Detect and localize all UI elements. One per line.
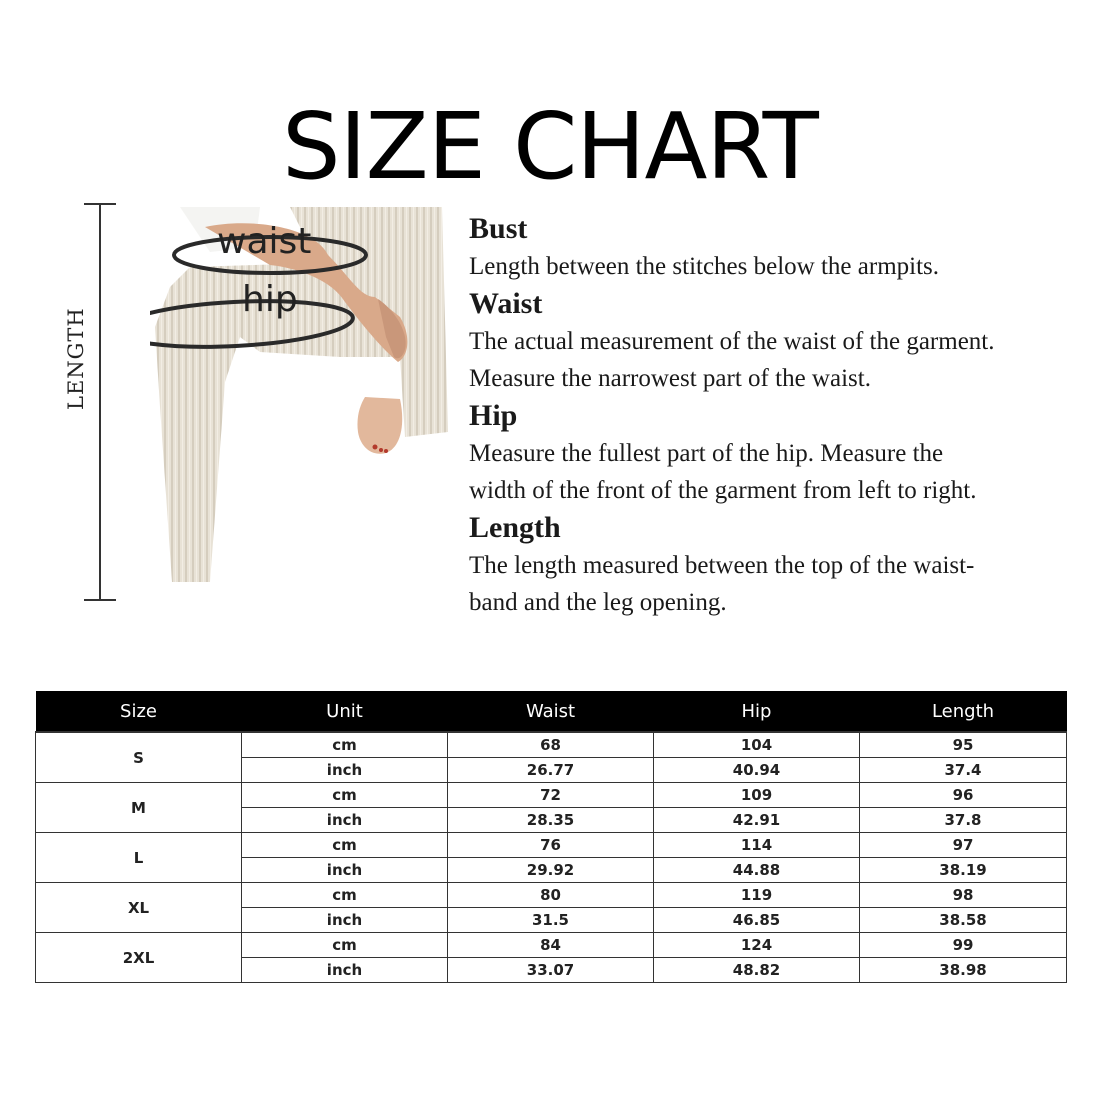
waist-cell: 68	[448, 732, 654, 758]
length-cell: 96	[860, 783, 1067, 808]
table-row	[36, 883, 1067, 908]
length-cell: 38.19	[860, 858, 1067, 883]
table-row	[36, 783, 1067, 808]
column-header-waist: Waist	[448, 691, 654, 732]
unit-cell: cm	[242, 883, 448, 908]
waist-cell: 26.77	[448, 758, 654, 783]
description-text: Length between the stitches below the armpits.	[469, 253, 940, 280]
hip-cell: 104	[654, 732, 860, 758]
unit-cell: cm	[242, 732, 448, 758]
size-cell: M	[36, 783, 242, 833]
description-text: Measure the fullest part of the hip. Measure the	[469, 440, 944, 467]
column-header-size: Size	[36, 691, 242, 732]
description-waist	[469, 285, 1094, 397]
waist-cell: 28.35	[448, 808, 654, 833]
waist-cell: 72	[448, 783, 654, 808]
description-text: width of the front of the garment from left to right.	[469, 477, 977, 504]
size-cell: S	[36, 732, 242, 783]
size-table	[35, 691, 1067, 983]
description-heading: Length	[469, 511, 561, 544]
length-cell: 98	[860, 883, 1067, 908]
model-pants-illustration	[150, 207, 450, 587]
length-cell: 38.98	[860, 958, 1067, 983]
hip-cell: 124	[654, 933, 860, 958]
unit-cell: cm	[242, 783, 448, 808]
description-text: Measure the narrowest part of the waist.	[469, 365, 871, 392]
table-row	[36, 833, 1067, 858]
page-title: SIZE CHART	[282, 93, 818, 200]
description-heading: Hip	[469, 399, 518, 432]
description-length	[469, 509, 1094, 621]
table-row	[36, 732, 1067, 758]
unit-cell: inch	[242, 908, 448, 933]
length-cell: 95	[860, 732, 1067, 758]
description-text: The actual measurement of the waist of the garment.	[469, 328, 995, 355]
measurement-descriptions	[469, 210, 1094, 621]
unit-cell: cm	[242, 933, 448, 958]
hip-cell: 114	[654, 833, 860, 858]
hip-label: hip	[242, 279, 298, 320]
unit-cell: cm	[242, 833, 448, 858]
unit-cell: inch	[242, 808, 448, 833]
hip-cell: 44.88	[654, 858, 860, 883]
waist-cell: 29.92	[448, 858, 654, 883]
length-cell: 38.58	[860, 908, 1067, 933]
column-header-length: Length	[860, 691, 1067, 732]
column-header-unit: Unit	[242, 691, 448, 732]
description-heading: Bust	[469, 212, 528, 245]
length-cell: 37.8	[860, 808, 1067, 833]
hip-cell: 119	[654, 883, 860, 908]
description-bust	[469, 210, 1094, 285]
unit-cell: inch	[242, 758, 448, 783]
unit-cell: inch	[242, 958, 448, 983]
length-cell: 97	[860, 833, 1067, 858]
hip-cell: 46.85	[654, 908, 860, 933]
description-hip	[469, 397, 1094, 509]
length-ruler-label: LENGTH	[64, 307, 88, 410]
hip-cell: 42.91	[654, 808, 860, 833]
hip-cell: 40.94	[654, 758, 860, 783]
size-cell: 2XL	[36, 933, 242, 983]
waist-cell: 80	[448, 883, 654, 908]
waist-label: waist	[217, 221, 312, 262]
unit-cell: inch	[242, 858, 448, 883]
waist-cell: 84	[448, 933, 654, 958]
hip-cell: 109	[654, 783, 860, 808]
description-heading: Waist	[469, 287, 543, 320]
waist-cell: 76	[448, 833, 654, 858]
description-text: band and the leg opening.	[469, 589, 727, 616]
table-header-row	[36, 691, 1067, 732]
length-cell: 99	[860, 933, 1067, 958]
table-row	[36, 933, 1067, 958]
hip-cell: 48.82	[654, 958, 860, 983]
size-cell: XL	[36, 883, 242, 933]
size-cell: L	[36, 833, 242, 883]
column-header-hip: Hip	[654, 691, 860, 732]
length-cell: 37.4	[860, 758, 1067, 783]
description-text: The length measured between the top of the waist-	[469, 552, 975, 579]
waist-cell: 31.5	[448, 908, 654, 933]
waist-cell: 33.07	[448, 958, 654, 983]
